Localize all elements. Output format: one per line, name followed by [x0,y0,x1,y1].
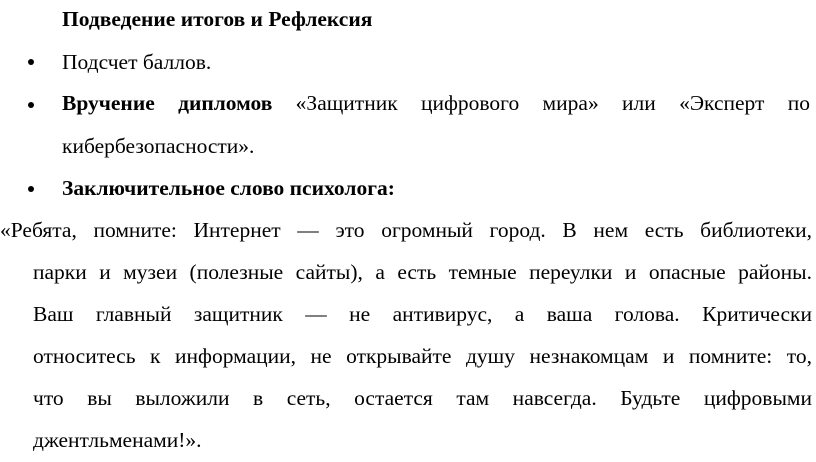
section-heading: Подведение итогов и Рефлексия [62,7,373,31]
bullet-marker [28,186,34,192]
diplomas-text: «Защитник цифрового мира» или «Эксперт по [295,91,811,115]
quote-line: «Ребята, помните: Интернет — это огромный город. В нем есть библиотеки, [0,218,812,242]
bullet-marker [28,59,34,65]
quote-line: что вы выложили в сеть, остается там навсегда. Будьте цифровыми [33,386,812,410]
quote-line: парки и музеи (полезные сайты), а есть темные переулки и опасные районы. [33,260,812,284]
bullet-item-diplomas [62,90,810,116]
quote-line: Ваш главный защитник — не антивирус, а ваша голова. Критически [33,302,812,326]
diplomas-bold-label: Вручение дипломов [62,91,273,115]
quote-line: относитесь к информации, не открывайте душу незнакомцам и помните: то, [33,344,812,368]
bullet-item-score: Подсчет баллов. [62,50,212,74]
bullet-marker [28,102,34,108]
bullet-item-psychologist: Заключительное слово психолога: [62,176,395,200]
quote-line: джентльменами!». [33,428,202,452]
bullet-item-diplomas-continued: кибербезопасности». [62,134,255,158]
